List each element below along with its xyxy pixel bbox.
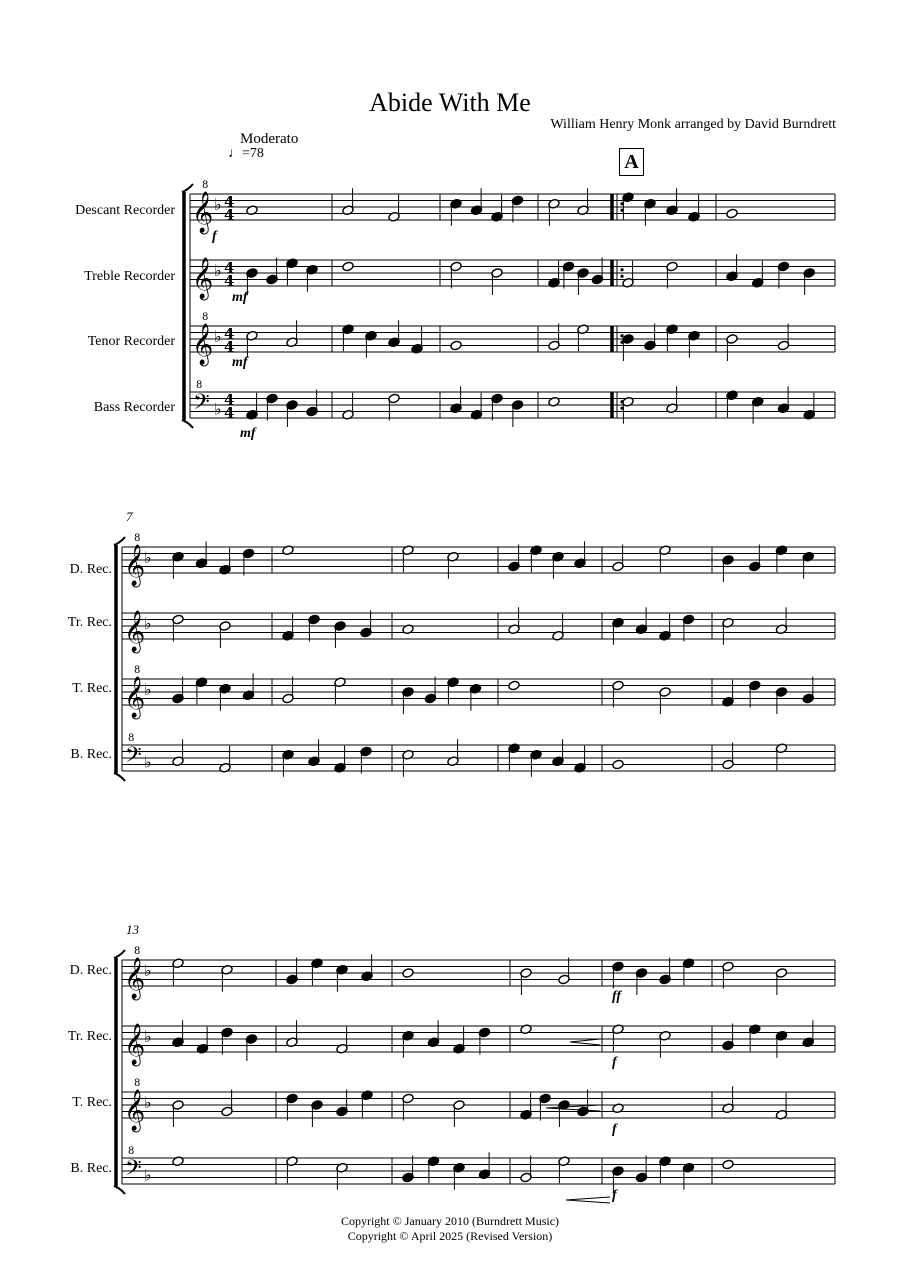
page-title: Abide With Me bbox=[369, 88, 531, 117]
dynamic-marking: ff bbox=[612, 989, 622, 1004]
instrument-label-short-tenor: T. Rec. bbox=[72, 1095, 112, 1110]
note-head bbox=[402, 968, 414, 979]
instrument-label-short-treble: Tr. Rec. bbox=[67, 1029, 112, 1044]
instrument-label-short-bass: B. Rec. bbox=[70, 1161, 112, 1176]
composer-credit: William Henry Monk arranged by David Burndrett bbox=[550, 117, 836, 132]
time-signature-denominator: 4 bbox=[224, 338, 235, 356]
instrument-label-short-treble: Tr. Rec. bbox=[67, 615, 112, 630]
octave-marker: 8 bbox=[202, 180, 209, 191]
key-signature-flat-icon: ♭ bbox=[214, 261, 222, 280]
time-signature-denominator: 4 bbox=[224, 404, 235, 422]
time-signature-numerator: 4 bbox=[224, 391, 235, 409]
instrument-label-treble: Treble Recorder bbox=[84, 269, 175, 284]
copyright-line: Copyright © April 2025 (Revised Version) bbox=[347, 1229, 553, 1243]
key-signature-flat-icon: ♭ bbox=[214, 195, 222, 214]
octave-marker: 8 bbox=[134, 665, 141, 676]
time-signature-numerator: 4 bbox=[224, 325, 235, 343]
treble-clef-icon: 𝄞 bbox=[124, 611, 146, 652]
key-signature-flat-icon: ♭ bbox=[144, 1165, 152, 1185]
note-head bbox=[612, 759, 624, 770]
octave-marker: 8 bbox=[202, 312, 209, 323]
key-signature-flat-icon: ♭ bbox=[144, 680, 152, 699]
dynamic-marking: mf bbox=[232, 355, 248, 370]
treble-clef-icon: 𝄞 bbox=[124, 677, 146, 718]
treble-clef-icon: 𝄞 bbox=[124, 1024, 146, 1065]
bass-clef-icon: 𝄢 bbox=[125, 1156, 142, 1186]
tempo-metronome-mark: ♩=78 bbox=[228, 146, 264, 161]
treble-clef-icon: 𝄞 bbox=[192, 324, 214, 365]
system-bracket-hook bbox=[182, 420, 193, 428]
octave-marker: 8 bbox=[128, 1146, 135, 1157]
note-head bbox=[722, 1159, 734, 1170]
instrument-label-short-descant: D. Rec. bbox=[69, 562, 112, 577]
octave-marker: 8 bbox=[134, 1078, 141, 1089]
dynamic-marking: f bbox=[212, 229, 217, 244]
dynamic-marking: mf bbox=[240, 426, 256, 441]
measure-number: 13 bbox=[126, 922, 139, 937]
crescendo-hairpin bbox=[566, 1197, 610, 1203]
repeat-dot bbox=[620, 268, 623, 271]
key-signature-flat-icon: ♭ bbox=[144, 752, 152, 772]
note-head bbox=[508, 680, 520, 691]
instrument-label-short-tenor: T. Rec. bbox=[72, 681, 112, 696]
key-signature-flat-icon: ♭ bbox=[144, 614, 152, 633]
octave-marker: 8 bbox=[134, 946, 141, 957]
measure-number: 7 bbox=[126, 509, 133, 524]
crescendo-hairpin bbox=[546, 1105, 600, 1111]
note-head bbox=[726, 208, 738, 219]
key-signature-flat-icon: ♭ bbox=[144, 548, 152, 567]
instrument-label-descant: Descant Recorder bbox=[75, 203, 175, 218]
key-signature-flat-icon: ♭ bbox=[144, 961, 152, 980]
repeat-dot bbox=[620, 334, 623, 337]
instrument-label-short-descant: D. Rec. bbox=[69, 963, 112, 978]
system-bracket-hook bbox=[114, 773, 125, 781]
time-signature-denominator: 4 bbox=[224, 206, 235, 224]
treble-clef-icon: 𝄞 bbox=[124, 958, 146, 999]
crescendo-hairpin bbox=[570, 1039, 600, 1045]
note-head bbox=[342, 261, 354, 272]
tempo-text: Moderato bbox=[240, 131, 299, 147]
note-head bbox=[450, 340, 462, 351]
dynamic-marking: f bbox=[612, 1122, 617, 1137]
key-signature-flat-icon: ♭ bbox=[214, 399, 222, 419]
system-bracket-hook bbox=[182, 184, 193, 192]
key-signature-flat-icon: ♭ bbox=[144, 1093, 152, 1112]
bass-clef-icon: 𝄢 bbox=[193, 390, 210, 420]
system-bracket-hook bbox=[114, 1186, 125, 1194]
bass-clef-icon: 𝄢 bbox=[125, 743, 142, 773]
octave-marker: 8 bbox=[196, 380, 203, 391]
dynamic-marking: f bbox=[612, 1055, 617, 1070]
system-bracket-hook bbox=[114, 537, 125, 545]
system-bracket-hook bbox=[114, 950, 125, 958]
octave-marker: 8 bbox=[128, 733, 135, 744]
treble-clef-icon: 𝄞 bbox=[124, 545, 146, 586]
repeat-dot bbox=[620, 275, 623, 278]
copyright-line: Copyright © January 2010 (Burndrett Music) bbox=[340, 1214, 560, 1228]
treble-clef-icon: 𝄞 bbox=[192, 192, 214, 233]
key-signature-flat-icon: ♭ bbox=[144, 1027, 152, 1046]
time-signature-numerator: 4 bbox=[224, 259, 235, 277]
octave-marker: 8 bbox=[134, 533, 141, 544]
dynamic-marking: mf bbox=[232, 290, 248, 305]
rehearsal-mark: A bbox=[619, 148, 644, 176]
treble-clef-icon: 𝄞 bbox=[192, 258, 214, 299]
instrument-label-short-bass: B. Rec. bbox=[70, 747, 112, 762]
key-signature-flat-icon: ♭ bbox=[214, 327, 222, 346]
time-signature-numerator: 4 bbox=[224, 193, 235, 211]
treble-clef-icon: 𝄞 bbox=[124, 1090, 146, 1131]
dynamic-marking: f bbox=[612, 1188, 617, 1203]
instrument-label-bass: Bass Recorder bbox=[93, 400, 175, 415]
time-signature-denominator: 4 bbox=[224, 272, 235, 290]
instrument-label-tenor: Tenor Recorder bbox=[87, 334, 175, 349]
